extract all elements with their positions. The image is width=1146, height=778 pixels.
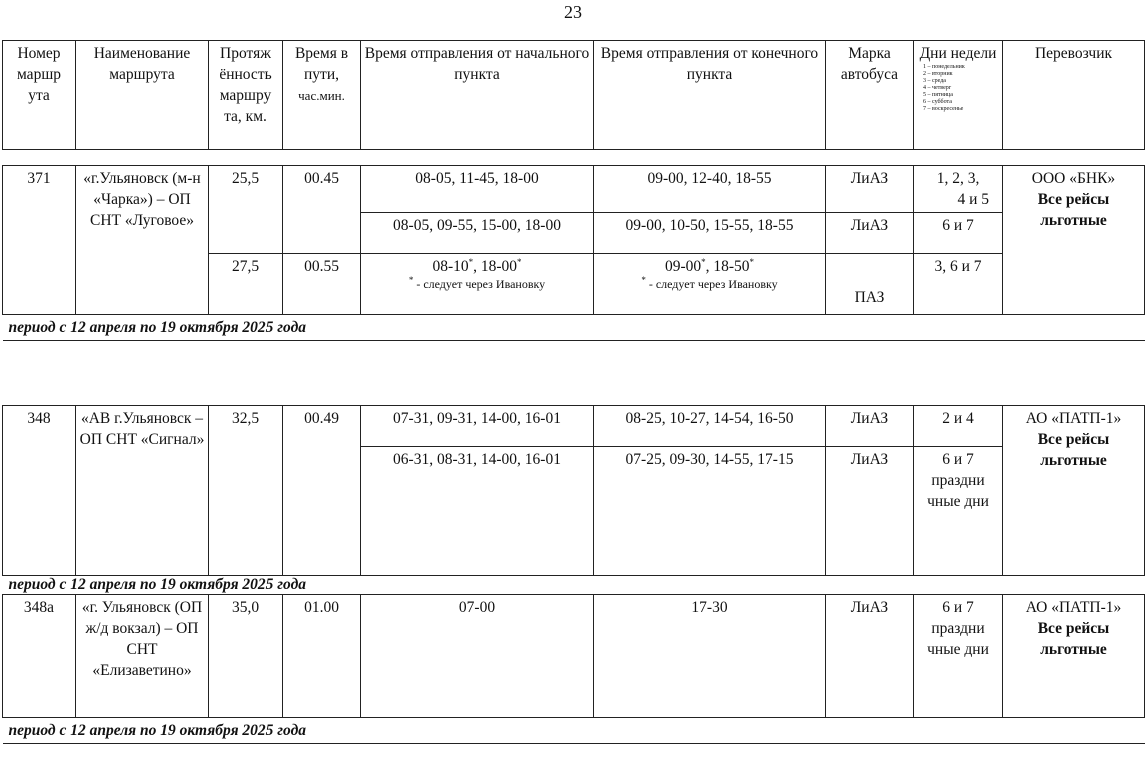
spacer-row bbox=[3, 341, 1145, 406]
travel-time: 01.00 bbox=[283, 595, 361, 718]
header-route-no: Номер маршр ута bbox=[3, 41, 76, 150]
route-number: 371 bbox=[3, 166, 76, 315]
carrier: АО «ПАТП-1» Все рейсы льготные bbox=[1003, 595, 1145, 718]
dep-start-times: 08-05, 11-45, 18-00 bbox=[361, 166, 594, 213]
carrier: АО «ПАТП-1» Все рейсы льготные bbox=[1003, 406, 1145, 576]
week-days: 2 и 4 bbox=[914, 406, 1003, 447]
dep-end-times: 07-25, 09-30, 14-55, 17-15 bbox=[594, 447, 826, 576]
bus-brand: ЛиАЗ bbox=[826, 166, 914, 213]
dep-end-times: 08-25, 10-27, 14-54, 16-50 bbox=[594, 406, 826, 447]
period-note: период с 12 апреля по 19 октября 2025 года bbox=[3, 718, 1145, 744]
header-route-name: Наименование маршрута bbox=[76, 41, 209, 150]
bus-brand: ЛиАЗ bbox=[826, 595, 914, 718]
week-days: 6 и 7 bbox=[914, 213, 1003, 254]
spacer-row bbox=[3, 150, 1145, 166]
period-note: период с 12 апреля по 19 октября 2025 года bbox=[3, 315, 1145, 341]
header-dep-start: Время отправления от начального пункта bbox=[361, 41, 594, 150]
route-name: «АВ г.Ульяновск – ОП СНТ «Сигнал» bbox=[76, 406, 209, 576]
dep-end-times: 09-00*, 18-50* * - следует через Ивановку bbox=[594, 254, 826, 315]
dep-start-times: 08-05, 09-55, 15-00, 18-00 bbox=[361, 213, 594, 254]
route-number: 348а bbox=[3, 595, 76, 718]
travel-time: 00.49 bbox=[283, 406, 361, 576]
dep-start-times: 06-31, 08-31, 14-00, 16-01 bbox=[361, 447, 594, 576]
route-length: 35,0 bbox=[209, 595, 283, 718]
dep-start-times: 07-00 bbox=[361, 595, 594, 718]
dep-start-times: 08-10*, 18-00* * - следует через Ивановку bbox=[361, 254, 594, 315]
schedule-table bbox=[2, 40, 1145, 744]
header-travel-time: Время в пути, час.мин. bbox=[283, 41, 361, 150]
bus-brand: ЛиАЗ bbox=[826, 213, 914, 254]
route-length: 25,5 bbox=[209, 166, 283, 254]
header-length: Протяж ённость маршру та, км. bbox=[209, 41, 283, 150]
dep-end-times: 09-00, 12-40, 18-55 bbox=[594, 166, 826, 213]
carrier: ООО «БНК» Все рейсы льготные bbox=[1003, 166, 1145, 315]
carrier-note: Все рейсы льготные bbox=[1037, 191, 1110, 229]
travel-time: 00.55 bbox=[283, 254, 361, 315]
dep-end-times: 09-00, 10-50, 15-55, 18-55 bbox=[594, 213, 826, 254]
week-days: 1, 2, 3, 4 и 5 bbox=[914, 166, 1003, 213]
page-number: 23 bbox=[564, 2, 582, 22]
header-bus-brand: Марка автобуса bbox=[826, 41, 914, 150]
carrier-note: Все рейсы льготные bbox=[1037, 620, 1110, 658]
travel-time: 00.45 bbox=[283, 166, 361, 254]
bus-brand: ЛиАЗ bbox=[826, 406, 914, 447]
table-row bbox=[3, 406, 1145, 447]
dep-end-times: 17-30 bbox=[594, 595, 826, 718]
table-row bbox=[3, 166, 1145, 213]
route-length: 27,5 bbox=[209, 254, 283, 315]
header-dep-end: Время отправления от конечного пункта bbox=[594, 41, 826, 150]
table-header bbox=[3, 41, 1145, 150]
week-days: 6 и 7 праздни чные дни bbox=[914, 595, 1003, 718]
route-number: 348 bbox=[3, 406, 76, 576]
route-length: 32,5 bbox=[209, 406, 283, 576]
header-carrier: Перевозчик bbox=[1003, 41, 1145, 150]
route-name: «г. Ульяновск (ОП ж/д вокзал) – ОП СНТ «Елизаветино» bbox=[76, 595, 209, 718]
week-days: 3, 6 и 7 bbox=[914, 254, 1003, 315]
table-row bbox=[3, 595, 1145, 718]
header-days: Дни недели 1 – понедельник 2 – вторник 3 – среда 4 – четверг 5 – пятница 6 – суббота 7 – воскресенье bbox=[914, 41, 1003, 150]
days-legend: 1 – понедельник 2 – вторник 3 – среда 4 – четверг 5 – пятница 6 – суббота 7 – воскресенье bbox=[923, 64, 965, 112]
dep-start-times: 07-31, 09-31, 14-00, 16-01 bbox=[361, 406, 594, 447]
bus-brand: ПАЗ bbox=[826, 254, 914, 315]
route-name: «г.Ульяновск (м-н «Чарка») – ОП СНТ «Луговое» bbox=[76, 166, 209, 315]
bus-brand: ЛиАЗ bbox=[826, 447, 914, 576]
period-note: период с 12 апреля по 19 октября 2025 года bbox=[3, 576, 1145, 595]
week-days: 6 и 7 праздни чные дни bbox=[914, 447, 1003, 576]
carrier-note: Все рейсы льготные bbox=[1037, 431, 1110, 469]
